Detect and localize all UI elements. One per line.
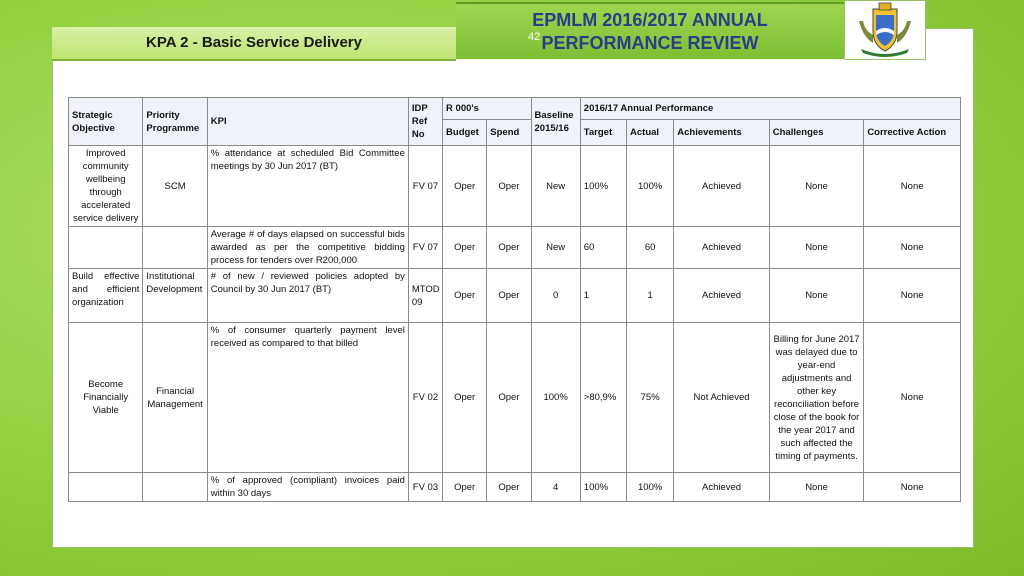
cell-target: >80,9% [580,323,626,473]
cell-programme [143,227,207,269]
table-row [69,323,961,473]
header-challenges: Challenges [769,120,864,146]
header-annual-performance: 2016/17 Annual Performance [580,98,960,120]
cell-target: 100% [580,473,626,502]
table-row [69,227,961,269]
table-row [69,146,961,227]
header-idp-ref: IDP Ref No [408,98,442,146]
header-target: Target [580,120,626,146]
page-title-line1: EPMLM 2016/2017 ANNUAL [532,10,768,30]
cell-objective [69,473,143,502]
cell-spend: Oper [487,146,531,227]
cell-achievement: Not Achieved [674,323,770,473]
slide-number: 42 [528,31,541,43]
kpa-banner [52,27,456,61]
cell-programme: Financial Management [143,323,207,473]
cell-challenges: None [769,269,864,323]
cell-spend: Oper [487,269,531,323]
municipal-logo [844,0,926,60]
cell-actual: 100% [627,473,674,502]
cell-kpi: # of new / reviewed policies adopted by Council by 30 Jun 2017 (BT) [207,269,408,323]
cell-budget: Oper [443,269,487,323]
cell-budget: Oper [443,146,487,227]
cell-idp: MTOD 09 [408,269,442,323]
header-baseline: Baseline 2015/16 [531,98,580,146]
cell-achievement: Achieved [674,227,770,269]
cell-budget: Oper [443,323,487,473]
header-corrective-action: Corrective Action [864,120,961,146]
kpa-title: KPA 2 - Basic Service Delivery [146,34,362,51]
cell-achievement: Achieved [674,146,770,227]
cell-baseline: 0 [531,269,580,323]
header-strategic-objective: Strategic Objective [69,98,143,146]
cell-idp: FV 02 [408,323,442,473]
cell-baseline: New [531,146,580,227]
cell-corrective: None [864,269,961,323]
cell-spend: Oper [487,323,531,473]
cell-challenges: None [769,473,864,502]
cell-kpi: % of approved (compliant) invoices paid within 30 days [207,473,408,502]
cell-corrective: None [864,323,961,473]
header-priority-programme: Priority Programme [143,98,207,146]
cell-idp: FV 07 [408,146,442,227]
cell-baseline: 4 [531,473,580,502]
cell-idp: FV 03 [408,473,442,502]
cell-actual: 1 [627,269,674,323]
cell-spend: Oper [487,473,531,502]
cell-achievement: Achieved [674,269,770,323]
cell-programme: SCM [143,146,207,227]
cell-baseline: New [531,227,580,269]
cell-target: 60 [580,227,626,269]
cell-corrective: None [864,473,961,502]
header-r000: R 000's [443,98,531,120]
cell-objective: Build effective and efficient organization [69,269,143,323]
cell-budget: Oper [443,227,487,269]
cell-kpi: Average # of days elapsed on successful bids awarded as per the competitive bidding process for tenders over R200,000 [207,227,408,269]
cell-budget: Oper [443,473,487,502]
cell-target: 1 [580,269,626,323]
table-row [69,473,961,502]
cell-challenges: None [769,146,864,227]
cell-actual: 60 [627,227,674,269]
page-title-line2: PERFORMANCE REVIEW [541,33,759,53]
cell-objective [69,227,143,269]
cell-objective: Become Financially Viable [69,323,143,473]
cell-programme [143,473,207,502]
cell-corrective: None [864,146,961,227]
cell-programme: Institutional Development [143,269,207,323]
title-banner [456,2,844,59]
header-achievements: Achievements [674,120,770,146]
coat-of-arms-icon [845,1,925,59]
cell-idp: FV 07 [408,227,442,269]
cell-kpi: % of consumer quarterly payment level received as compared to that billed [207,323,408,473]
cell-challenges: None [769,227,864,269]
header-spend: Spend [487,120,531,146]
header-actual: Actual [627,120,674,146]
header-kpi: KPI [207,98,408,146]
cell-achievement: Achieved [674,473,770,502]
cell-target: 100% [580,146,626,227]
header-budget: Budget [443,120,487,146]
cell-corrective: None [864,227,961,269]
cell-challenges: Billing for June 2017 was delayed due to year-end adjustments and other key reconciliation before close of the book for the year 2017 and such affected the timing of payments. [769,323,864,473]
cell-actual: 100% [627,146,674,227]
table-row [69,269,961,323]
cell-actual: 75% [627,323,674,473]
performance-table [68,97,961,502]
cell-baseline: 100% [531,323,580,473]
cell-objective: Improved community wellbeing through accelerated service delivery [69,146,143,227]
cell-spend: Oper [487,227,531,269]
cell-kpi: % attendance at scheduled Bid Committee meetings by 30 Jun 2017 (BT) [207,146,408,227]
